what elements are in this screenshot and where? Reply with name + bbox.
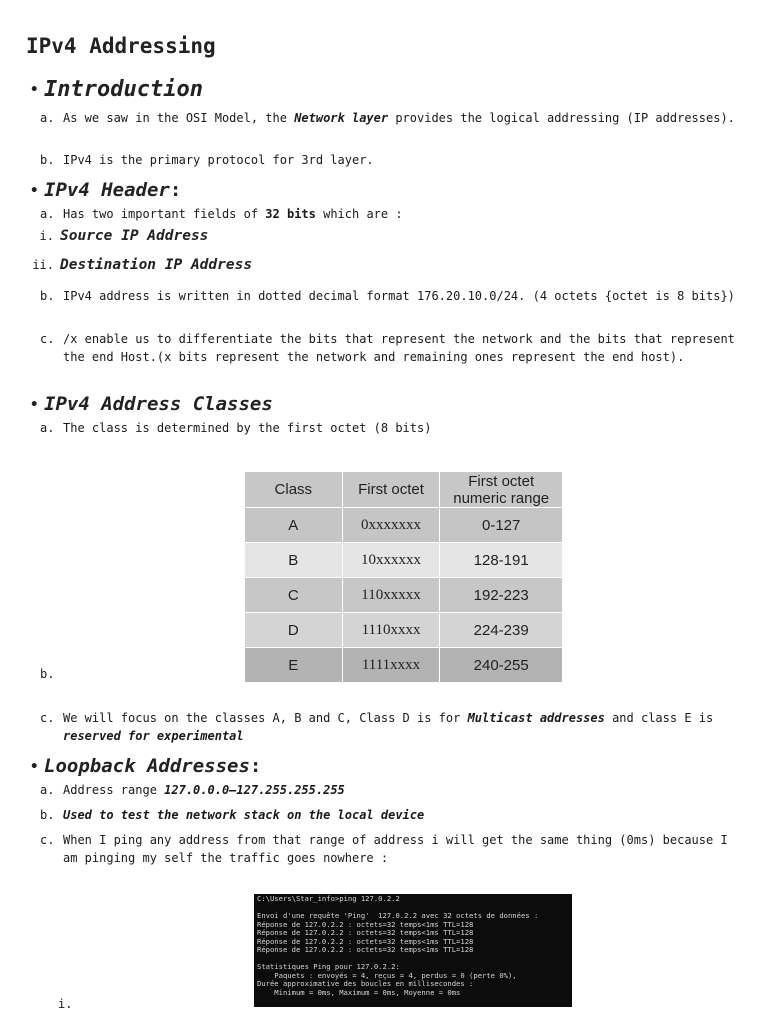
cell-class: C (245, 578, 343, 613)
list-item (40, 831, 740, 867)
terminal-output (257, 912, 569, 955)
heading-text: Introduction (44, 77, 203, 102)
table-row (245, 543, 563, 578)
cell-first-octet: 1110xxxx (342, 613, 440, 648)
page-title: IPv4 Addressing (26, 34, 216, 58)
table-header-row (245, 472, 563, 508)
cell-numeric-range: 240-255 (440, 648, 563, 683)
cell-class: D (245, 613, 343, 648)
bullet-icon: • (30, 396, 39, 413)
list-item (40, 151, 740, 169)
section-heading-address-classes (30, 393, 273, 415)
terminal-line: Réponse de 127.0.2.2 : octets=32 temps<1ms TTL=128 (257, 945, 474, 955)
list-item-text: Used to test the network stack on the local device (63, 808, 425, 822)
list-item-text: As we saw in the OSI Model, the Network layer provides the logical addressing (IP addresses). (63, 111, 735, 125)
list-marker: c. (40, 833, 55, 847)
table-row (245, 648, 563, 683)
cell-numeric-range: 128-191 (440, 543, 563, 578)
terminal-screenshot (254, 894, 572, 1007)
section-heading-ipv4-header: • IPv4 Header: (30, 179, 182, 201)
list-item (40, 781, 740, 799)
list-marker: i. (58, 997, 73, 1011)
list-marker: a. (40, 111, 55, 125)
list-marker: b. (40, 153, 55, 167)
column-header-first-octet: First octet (342, 472, 440, 508)
terminal-line: Réponse de 127.0.2.2 : octets=32 temps<1ms TTL=128 (257, 919, 474, 929)
cell-class: B (245, 543, 343, 578)
list-item (40, 806, 740, 824)
cell-class: E (245, 648, 343, 683)
heading-text: IPv4 Header (44, 179, 170, 201)
terminal-command: C:\Users\Star_info>ping 127.0.2.2 (257, 894, 400, 903)
terminal-statistics (257, 963, 569, 997)
list-item (40, 109, 740, 127)
cell-first-octet: 10xxxxxx (342, 543, 440, 578)
cell-first-octet: 1111xxxx (342, 648, 440, 683)
list-item-text: When I ping any address from that range of address i will get the same thing (0ms) because I am pinging my self the traffic goes nowhere : (63, 833, 728, 865)
terminal-line: Envoi d'une requête 'Ping' 127.0.2.2 avec 32 octets de données : (257, 911, 539, 920)
list-item-text: The class is determined by the first octet (8 bits) (63, 421, 432, 435)
cell-class: A (245, 508, 343, 543)
cell-numeric-range: 192-223 (440, 578, 563, 613)
sub-item-source-ip (32, 228, 208, 244)
table-row (245, 508, 563, 543)
section-heading-loopback: • Loopback Addresses: (30, 755, 262, 777)
emphasis-multicast: Multicast addresses (467, 711, 605, 725)
list-marker: a. (40, 207, 55, 221)
column-header-numeric-range: First octet numeric range (440, 472, 563, 508)
heading-text: Loopback Addresses (44, 755, 250, 777)
list-marker: b. (40, 667, 55, 681)
cell-numeric-range: 0-127 (440, 508, 563, 543)
sub-item-text: Destination IP Address (60, 257, 253, 273)
emphasis-reserved: reserved for experimental (63, 729, 244, 743)
list-item (40, 205, 740, 223)
bullet-icon: • (30, 82, 39, 98)
sub-item-text: Source IP Address (60, 228, 209, 244)
bullet-icon: • (30, 758, 39, 775)
terminal-line: Statistiques Ping pour 127.0.2.2: (257, 961, 400, 971)
table-row (245, 578, 563, 613)
bullet-icon: • (30, 182, 39, 199)
list-item-text: We will focus on the classes A, B and C, Class D is for Multicast addresses and class E is reserved for experimental (63, 711, 714, 743)
list-marker: a. (40, 783, 55, 797)
ip-class-table (244, 471, 563, 683)
column-header-class: Class (245, 472, 343, 508)
heading-text: IPv4 Address Classes (44, 393, 273, 415)
list-item (40, 419, 740, 437)
list-item (40, 287, 740, 305)
list-item-text: /x enable us to differentiate the bits that represent the network and the bits that represent the end Host.(x bits represent the network and remaining ones represent the end host). (63, 332, 735, 364)
list-item-text: IPv4 is the primary protocol for 3rd layer. (63, 153, 374, 167)
cell-first-octet: 110xxxxx (342, 578, 440, 613)
table-row (245, 613, 563, 648)
terminal-line: Minimum = 0ms, Maximum = 0ms, Moyenne = 0ms (257, 987, 461, 997)
list-marker: a. (40, 421, 55, 435)
list-item-text: IPv4 address is written in dotted decimal format 176.20.10.0/24. (4 octets {octet is 8 bits}) (63, 289, 735, 303)
list-marker: i. (39, 229, 54, 243)
terminal-line: Paquets : envoyés = 4, reçus = 4, perdus = 0 (perte 0%), (257, 970, 517, 980)
emphasis-address-range: 127.0.0.0–127.255.255.255 (164, 783, 345, 797)
list-marker: b. (40, 289, 55, 303)
terminal-line: Réponse de 127.0.2.2 : octets=32 temps<1ms TTL=128 (257, 936, 474, 946)
terminal-line: Durée approximative des boucles en millisecondes : (257, 979, 474, 989)
section-heading-introduction (30, 77, 203, 102)
list-marker: c. (40, 711, 55, 725)
cell-first-octet: 0xxxxxxx (342, 508, 440, 543)
cell-numeric-range: 224-239 (440, 613, 563, 648)
list-item (40, 330, 740, 366)
list-item-text: Address range 127.0.0.0–127.255.255.255 (63, 783, 345, 797)
list-item-text: Has two important fields of 32 bits which are : (63, 207, 403, 221)
list-marker: ii. (32, 258, 54, 272)
list-marker: b. (40, 808, 55, 822)
list-item (40, 709, 740, 745)
list-marker: c. (40, 332, 55, 346)
sub-item-destination-ip (32, 257, 252, 273)
emphasis-network-layer: Network layer (294, 111, 389, 125)
terminal-line: Réponse de 127.0.2.2 : octets=32 temps<1ms TTL=128 (257, 928, 474, 938)
